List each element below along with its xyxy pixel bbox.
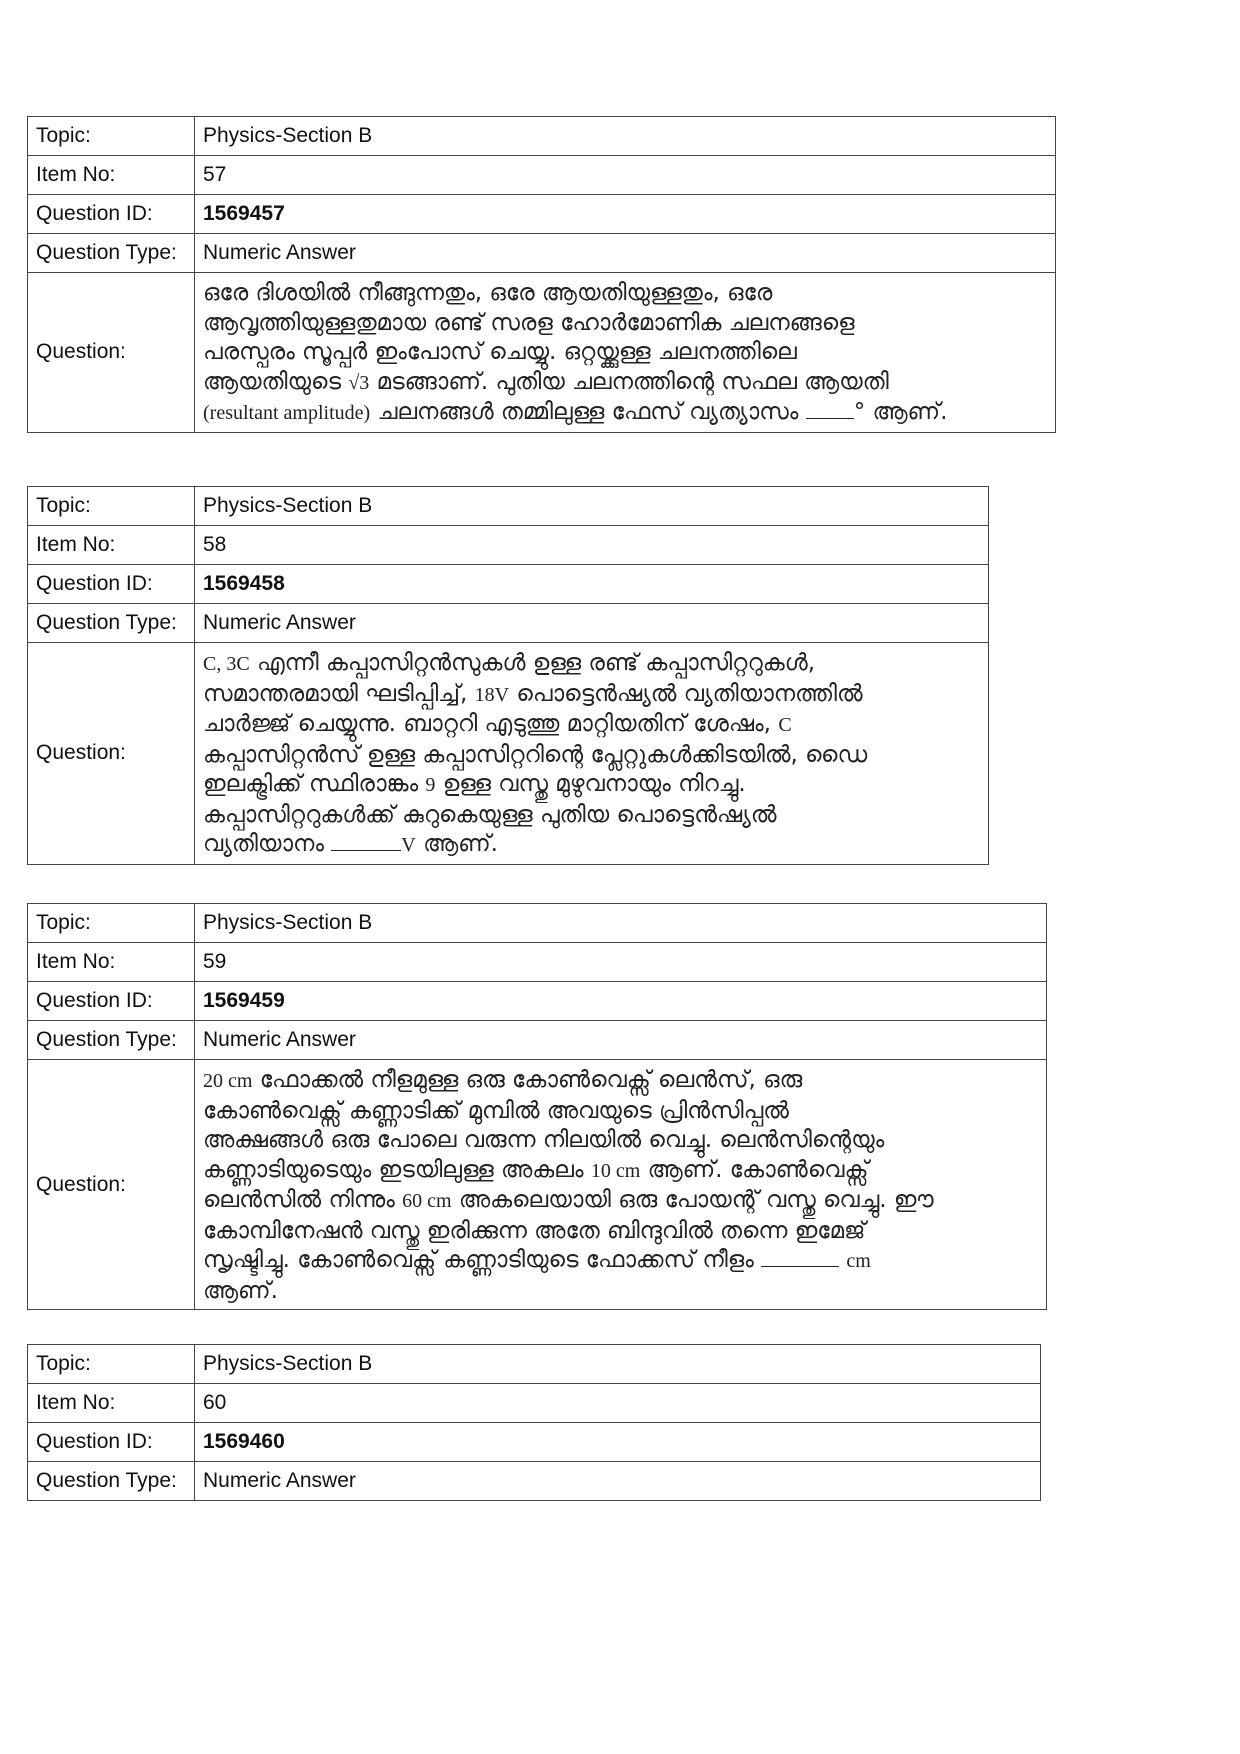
question-type-row bbox=[28, 604, 989, 643]
question-id-value: 1569458 bbox=[195, 565, 989, 604]
text-segment: 9 bbox=[425, 774, 436, 796]
question-line bbox=[203, 680, 980, 711]
question-line bbox=[203, 1156, 1038, 1187]
topic-row bbox=[28, 117, 1056, 156]
item-no-row bbox=[28, 526, 989, 565]
topic-label: Topic: bbox=[28, 117, 195, 156]
question-line bbox=[203, 710, 980, 741]
topic-row bbox=[28, 904, 1047, 943]
question-line: കോൺവെക്സ് കണ്ണാടിക്ക് മുമ്പിൽ അവയുടെ പ്രിൻസിപ്പൽ bbox=[203, 1097, 789, 1124]
question-line: ആവൃത്തിയുള്ളതുമായ രണ്ട് സരള ഹോർമോണിക ചലനങ്ങളെ bbox=[203, 309, 855, 336]
question-id-row bbox=[28, 565, 989, 604]
text-segment: വ്യതിയാനം bbox=[203, 831, 324, 857]
question-line bbox=[203, 398, 1047, 429]
text-segment: ° ആണ്. bbox=[853, 399, 948, 425]
question-line bbox=[203, 1186, 1038, 1217]
question-row bbox=[28, 643, 989, 865]
question-type-label: Question Type: bbox=[28, 1462, 195, 1501]
text-segment: ചാർജ്ജ് ചെയ്യുന്നു. ബാറ്ററി എടുത്തു മാറ്റിയതിന് ശേഷം, bbox=[203, 711, 771, 737]
question-line: ഒരേ ദിശയിൽ നീങ്ങുന്നതും, ഒരേ ആയതിയുള്ളതും, ഒരേ bbox=[203, 280, 773, 306]
text-segment: ഫോക്കൽ നീളമുള്ള ഒരു കോൺവെക്സ് ലെൻസ്, ഒരു bbox=[259, 1067, 803, 1093]
topic-label: Topic: bbox=[28, 1345, 195, 1384]
question-line: കപ്പാസിറ്റൻസ് ഉള്ള കപ്പാസിറ്ററിന്റെ പ്ലേറ്റുകൾക്കിടയിൽ, ഡൈ bbox=[203, 741, 868, 768]
text-segment: ചലനങ്ങൾ തമ്മിലുള്ള ഫേസ് വ്യത്യാസം bbox=[377, 399, 799, 425]
sqrt-expression: √3 bbox=[348, 371, 370, 394]
question-id-label: Question ID: bbox=[28, 565, 195, 604]
answer-blank bbox=[761, 1246, 839, 1267]
question-type-row bbox=[28, 234, 1056, 273]
item-no-label: Item No: bbox=[28, 943, 195, 982]
question-type-row bbox=[28, 1462, 1041, 1501]
topic-value: Physics-Section B bbox=[195, 904, 1047, 943]
question-type-value: Numeric Answer bbox=[195, 1462, 1041, 1501]
item-no-value: 60 bbox=[195, 1384, 1041, 1423]
text-segment: ആയതിയുടെ bbox=[203, 368, 341, 395]
topic-value: Physics-Section B bbox=[195, 487, 989, 526]
question-row bbox=[28, 273, 1056, 433]
question-id-row bbox=[28, 1423, 1041, 1462]
question-line bbox=[203, 830, 980, 861]
item-no-row bbox=[28, 1384, 1041, 1423]
item-no-value: 59 bbox=[195, 943, 1047, 982]
text-segment: കണ്ണാടിയുടെയും ഇടയിലുള്ള അകലം bbox=[203, 1156, 584, 1183]
question-id-row bbox=[28, 195, 1056, 234]
text-segment: സൃഷ്ടിച്ചു. കോൺവെക്സ് കണ്ണാടിയുടെ ഫോക്കസ് നീളം bbox=[203, 1247, 754, 1273]
question-id-value: 1569460 bbox=[195, 1423, 1041, 1462]
text-segment: ആണ്. bbox=[423, 831, 498, 857]
topic-row bbox=[28, 487, 989, 526]
question-type-value: Numeric Answer bbox=[195, 604, 989, 643]
answer-blank bbox=[806, 398, 854, 419]
item-no-label: Item No: bbox=[28, 156, 195, 195]
text-segment: 60 cm bbox=[402, 1190, 452, 1212]
question-table-58 bbox=[27, 486, 989, 865]
text-segment: മടങ്ങാണ്. പുതിയ ചലനത്തിന്റെ സഫല ആയതി bbox=[376, 368, 889, 395]
question-type-value: Numeric Answer bbox=[195, 234, 1056, 273]
question-line: ആണ്. bbox=[203, 1277, 278, 1304]
question-line bbox=[203, 1066, 1038, 1097]
answer-blank bbox=[331, 830, 401, 851]
question-type-label: Question Type: bbox=[28, 234, 195, 273]
question-type-value: Numeric Answer bbox=[195, 1021, 1047, 1060]
question-id-row bbox=[28, 982, 1047, 1021]
item-no-row bbox=[28, 943, 1047, 982]
question-label: Question: bbox=[28, 1060, 195, 1310]
question-table-60 bbox=[27, 1344, 1041, 1501]
question-line bbox=[203, 770, 980, 801]
question-row bbox=[28, 1060, 1047, 1310]
question-type-row bbox=[28, 1021, 1047, 1060]
text-segment: എന്നീ കപ്പാസിറ്റൻസുകൾ ഉള്ള രണ്ട് കപ്പാസിറ്ററുകൾ, bbox=[257, 650, 816, 676]
topic-row bbox=[28, 1345, 1041, 1384]
question-line bbox=[203, 649, 980, 680]
question-line: അക്ഷങ്ങൾ ഒരു പോലെ വരുന്ന നിലയിൽ വെച്ചു. ലെൻസിന്റെയും bbox=[203, 1127, 885, 1153]
text-segment: ആണ്. കോൺവെക്സ് bbox=[647, 1156, 869, 1183]
question-id-label: Question ID: bbox=[28, 195, 195, 234]
question-label: Question: bbox=[28, 273, 195, 433]
question-type-label: Question Type: bbox=[28, 604, 195, 643]
item-no-row bbox=[28, 156, 1056, 195]
topic-label: Topic: bbox=[28, 904, 195, 943]
question-table-59 bbox=[27, 903, 1047, 1310]
text-segment: (resultant amplitude) bbox=[203, 402, 371, 424]
text-segment: 20 cm bbox=[203, 1070, 253, 1092]
text-segment: V bbox=[401, 834, 416, 856]
question-id-value: 1569459 bbox=[195, 982, 1047, 1021]
text-segment: പൊട്ടെൻഷ്യൽ വ്യതിയാനത്തിൽ bbox=[516, 680, 863, 707]
question-id-label: Question ID: bbox=[28, 1423, 195, 1462]
text-segment: അകലെയായി ഒരു പോയന്റ് വസ്തു വെച്ചു. ഈ bbox=[458, 1187, 934, 1213]
text-segment: cm bbox=[846, 1250, 871, 1272]
text-segment: 18V bbox=[474, 683, 510, 706]
question-text bbox=[195, 1060, 1047, 1310]
item-no-label: Item No: bbox=[28, 1384, 195, 1423]
text-segment: C bbox=[778, 714, 792, 736]
text-segment: ലെൻസിൽ നിന്നും bbox=[203, 1187, 395, 1213]
question-line: കോമ്പിനേഷൻ വസ്തു ഇരിക്കുന്ന അതേ ബിന്ദുവിൽ തന്നെ ഇമേജ് bbox=[203, 1217, 866, 1244]
question-label: Question: bbox=[28, 643, 195, 865]
topic-value: Physics-Section B bbox=[195, 117, 1056, 156]
question-line: പരസ്പരം സൂപ്പർ ഇംപോസ് ചെയ്യു. ഒറ്റയ്ക്കുള്ള ചലനത്തിലെ bbox=[203, 339, 797, 365]
question-line bbox=[203, 368, 1047, 399]
topic-label: Topic: bbox=[28, 487, 195, 526]
question-id-label: Question ID: bbox=[28, 982, 195, 1021]
item-no-value: 57 bbox=[195, 156, 1056, 195]
text-segment: 10 cm bbox=[590, 1159, 641, 1182]
question-text bbox=[195, 643, 989, 865]
question-line bbox=[203, 1246, 1038, 1277]
question-type-label: Question Type: bbox=[28, 1021, 195, 1060]
question-text bbox=[195, 273, 1056, 433]
text-segment: C, 3C bbox=[203, 653, 250, 675]
question-line: കപ്പാസിറ്ററുകൾക്ക് കുറുകെയുള്ള പുതിയ പൊട്ടെൻഷ്യൽ bbox=[203, 801, 777, 828]
question-table-57 bbox=[27, 116, 1056, 433]
question-id-value: 1569457 bbox=[195, 195, 1056, 234]
topic-value: Physics-Section B bbox=[195, 1345, 1041, 1384]
text-segment: ഉള്ള വസ്തു മുഴുവനായും നിറച്ചു. bbox=[442, 771, 746, 797]
item-no-label: Item No: bbox=[28, 526, 195, 565]
text-segment: സമാന്തരമായി ഘടിപ്പിച്ച്, bbox=[203, 680, 468, 707]
item-no-value: 58 bbox=[195, 526, 989, 565]
text-segment: ഇലക്ട്രിക്ക് സ്ഥിരാങ്കം bbox=[203, 771, 419, 797]
